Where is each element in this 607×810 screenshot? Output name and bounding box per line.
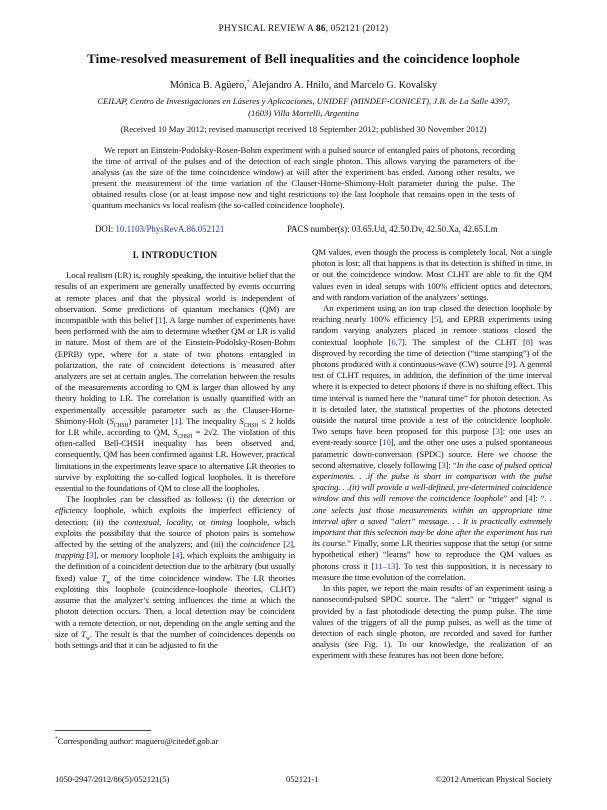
intro-paragraph-2-continued: QM values, even though the process is completely local. Not a single photon is lost; all that happens is that its detection is shifted in time, in or out the coincidence window. Most CLHT are able to fit the QM values even in ideal setups with 100% efficient optics and detectors, and with random variation of the analyzers’ settings. — [312, 247, 552, 302]
citation-link[interactable]: 9 — [508, 359, 513, 370]
doi-entry — [95, 224, 287, 234]
page-footer — [55, 774, 552, 784]
journal-header: PHYSICAL REVIEW A 86, 052121 (2012) — [218, 24, 389, 34]
received-dates-line: (Received 10 May 2012; revised manuscript received 18 September 2012; published 30 November 2012) — [120, 124, 487, 134]
citation-link[interactable]: 5 — [433, 314, 439, 325]
citation-link[interactable]: 8 — [525, 336, 531, 347]
citation-link[interactable]: 1 — [158, 315, 163, 326]
footnote-rule — [55, 730, 151, 731]
intro-paragraph-1: Local realism (LR) is, roughly speaking, the intuitive belief that the results of an experiment are generally unaffected by events occurring at remote places and that the physical world is independent of observation. Some predictions of quantum mechanics (QM) are incompatible with this belief [1]. A large number of experiments have been performed with the aim to determine whether QM or LR is valid in nature. Most of them are of the Einstein-Podolsky-Rosen-Bohm (EPRB) type, where for a state of two photons entangled in polarization, the rate of coincident detections is measured after analyzers are set at certain angles. The correlation between the results of the measurements according to QM is larger than allowed by any theory holding to LR. The correlation is usually quantified with an experimentally accessible parameter such as the Clauser-Horne-Shimony-Holt $(S_{CHSH})$ parameter [1]. The inequality $S_{CHSH} \le 2$ holds for LR while, according to QM, $S_{CHSH} = 2√2$. The violation of this often-called Bell-CHSH inequality has been observed and, consequently, QM has been confirmed against LR. However, practical limitations in the experiments leave space to alternative LR theories to survive by exploiting the so-called logical loopholes. It is therefore essential to the foundations of QM to close all the loopholes. — [55, 270, 295, 494]
citation-link[interactable]: 3 — [89, 550, 94, 561]
pacs-numbers: PACS number(s): 03.65.Ud, 42.50.Dv, 42.50.Xa, 42.65.Lm — [287, 224, 498, 234]
doi-link[interactable]: 10.1103/PhysRevA.86.052121 — [115, 224, 225, 234]
abstract-text: We report an Einstein-Podolsky-Rosen-Bohm experiment with a pulsed source of entangled pairs of photons, recording the time of arrival of the pulses and of the detection of each single photon. This allows varying the parameters of the analysis (as the size of the time coincidence window) at will after the experiment has ended. Among other results, we present the measurement of the time variation of the Clauser-Horne-Shimony-Holt parameter during the pulse. The obtained results close (or at least impose new and tight restrictions to) the last loophole that remains open in the tests of quantum mechanics vs local realism (the so-called coincidence loophole). — [92, 145, 515, 210]
affiliation-line-2: (1603) Villa Martelli, Argentina — [248, 108, 359, 118]
page-number: 052121-1 — [286, 774, 319, 784]
citation-link[interactable]: 6,7 — [391, 336, 402, 347]
citation-link[interactable]: 4 — [528, 493, 533, 504]
section-heading-introduction: I. INTRODUCTION — [132, 250, 218, 260]
citation-link[interactable]: 3 — [441, 459, 446, 470]
paper-title: Time-resolved measurement of Bell inequalities and the coincidence loophole — [87, 51, 520, 66]
doi-pacs-line — [55, 224, 552, 234]
affiliation-line-1: CEILAP, Centro de Investigaciones en Láseres y Aplicaciones, UNIDEF (MINDEF-CONICET), J.B. de La Salle 4397, — [97, 96, 510, 106]
citation-link[interactable]: 4 — [175, 550, 180, 561]
citation-link[interactable]: 1 — [174, 415, 179, 426]
intro-paragraph-2: The loopholes can be classified as follows: (i) the detection or efficiency loophole, which exploits the imperfect efficiency of detection; (ii) the contextual, locality, or timing loophole, which exploits the possibility that the source of photon pairs is somehow affected by the setting of the analyzers; and (iii) the coincidence [2], trapping [3], or memory loophole [4], which exploits the ambiguity in the definition of a coincident detection due to the arbitrary (but usually fixed) value $T_w$ of the time coincidence window. The LR theories exploiting this loophole (coincidence-loophole theories, CLHT) assume that the analyzer’s setting influences the time at which the photon detection occurs. Then, a local detection may be coincident with a remote detection, or not, depending on the angle setting and the size of $T_w$. The result is that the number of coincidences depends on both settings and that it can be adjusted to fit the — [55, 494, 296, 650]
two-column-body — [55, 247, 552, 747]
citation-link[interactable]: 11–13 — [374, 560, 396, 571]
author-line: Mónica B. Agüero,* Alejandro A. Hnilo, and Marcelo G. Kovalsky — [169, 78, 438, 91]
footnote-marker-link[interactable]: * — [246, 78, 250, 86]
left-column — [55, 247, 295, 747]
citation-link[interactable]: 2 — [285, 539, 291, 550]
citation-link[interactable]: 10 — [382, 437, 391, 448]
doi-label: DOI: — [95, 224, 116, 234]
copyright-notice: ©2012 American Physical Society — [435, 774, 552, 784]
footnote-block — [55, 730, 295, 747]
citation-link[interactable]: 3 — [495, 426, 500, 437]
intro-paragraph-4: In this paper, we report the main results of an experiment using a nanosecond-pulsed SPDC source. The “alert” or “trigger” signal is provided by a fast photodiode detecting the pump pulse. The time values of the triggers of all the pump pulses, as well as the time of detection of each single photon, are recorded and saved for further analysis (see Fig. 1). To our knowledge, the realization of an experiment with these features has not been done before. — [312, 583, 552, 661]
citation-link[interactable]: 1 — [383, 639, 388, 650]
right-column — [312, 247, 552, 747]
intro-paragraph-3: An experiment using an ion trap closed the detection loophole by reaching nearly 100% efficiency [5], and EPRB experiments using random varying analyzers placed in remote stations closed the contextual loophole [6,7]. The simplest of the CLHT [8] was disproved by recording the time of detection (“time stamping”) of the photons produced with a continuous-wave (CW) source [9]. A general test of CLHT requires, in addition, the definition of the time interval where it is expected to detect photons if there is no shifting effect. This time interval is named here the “natural time” for photon detection. As it is detailed later, the statistical properties of the photons detected outside the natural time provide a test of the coincidence loophole. Two setups have been proposed for this purpose [3]: one uses an event-ready source [10], and the other one uses a pulsed spontaneous parametric down-conversion (SPDC) source. Here we choose the second alternative, closely following [3]: “In the case of pulsed optical experiments. . .if the pulse is short in comparison with the pulse spacing. . .(it) will provide a well-defined, pre-determined coincidence window and this will remove the coincidence loophole” and [4]: “. . .one selects just those measurements within an appropriate time interval after a saved “alert” message. . . It is practically extremely important that this selection may be done after the experiment has run its course.” Finally, some LR theories suppose that the setup (or some hypothetical ether) “learns” how to reproduce the QM values as photons cross it [11–13]. To test this supposition, it is necessary to measure the time evolution of the correlation. — [312, 303, 552, 582]
issn-code: 1050-2947/2012/86(5)/052121(5) — [55, 774, 170, 784]
corresponding-author-footnote: *Corresponding author: maguero@citedef.gob.ar — [55, 735, 219, 746]
